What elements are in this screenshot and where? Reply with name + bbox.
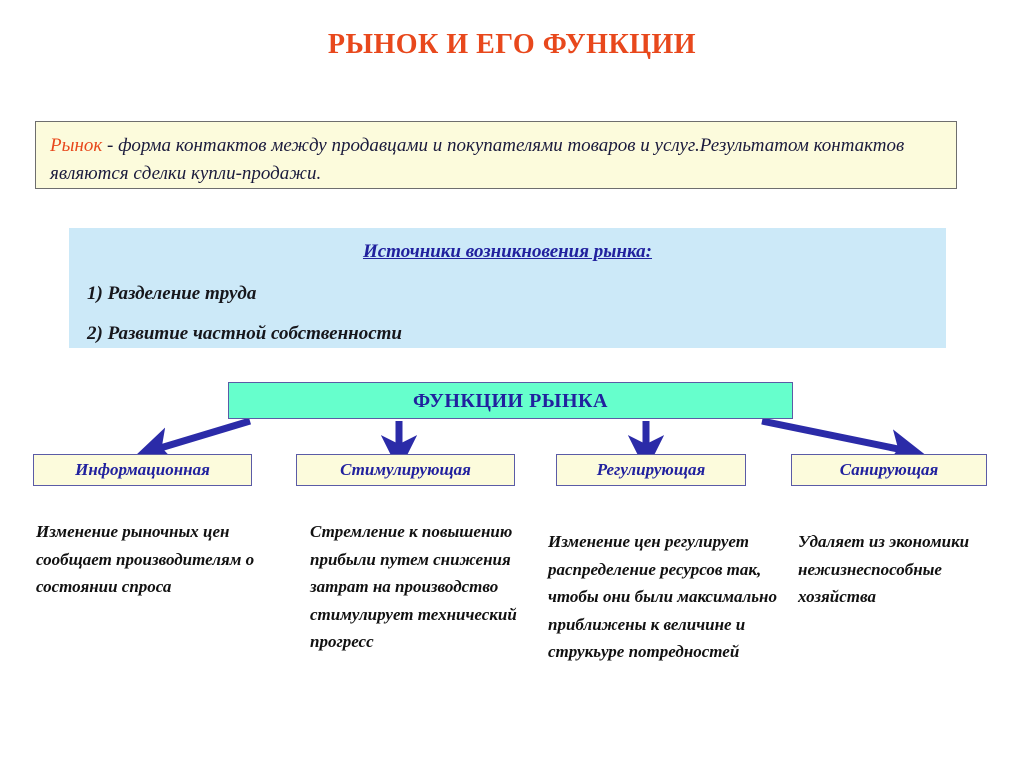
- arrow-to-informacionnaya: [157, 421, 250, 449]
- function-description-reguliruyushchaya: Изменение цен регулирует распределение ресурсов так, чтобы они были максимально приближены к величине и струкьуре потредностей: [548, 532, 777, 662]
- function-box-saniruyushchaya[interactable]: [791, 454, 987, 486]
- definition-term: Рынок: [50, 135, 103, 156]
- definition-text: [50, 132, 950, 187]
- sources-list-item-2: 2) Развитие частной собственности: [87, 323, 402, 344]
- sources-box: [69, 228, 946, 348]
- functions-header-box: [228, 382, 793, 419]
- function-description-informacionnaya: Изменение рыночных цен сообщает производителям о состоянии спроса: [36, 522, 255, 597]
- arrow-to-saniruyushchaya: [762, 421, 903, 450]
- function-box-informacionnaya[interactable]: [33, 454, 252, 486]
- function-label: Стимулирующая: [340, 460, 471, 479]
- page-title: РЫНОК И ЕГО ФУНКЦИИ: [327, 29, 697, 60]
- sources-list-item-1: 1) Разделение труда: [87, 283, 257, 304]
- functions-header-label: ФУНКЦИИ РЫНКА: [413, 390, 608, 412]
- definition-body: - форма контактов между продавцами и покупателями товаров и услуг.Результатом контактов являются сделки купли-продажи.: [50, 135, 905, 184]
- function-label: Санирующая: [839, 460, 939, 479]
- function-description-saniruyushchaya: Удаляет из экономики нежизнеспособные хозяйства: [798, 532, 970, 607]
- function-box-stimuliruyushchaya[interactable]: [296, 454, 515, 486]
- function-box-reguliruyushchaya[interactable]: [556, 454, 746, 486]
- function-label: Регулирующая: [596, 460, 706, 479]
- function-label: Информационная: [75, 460, 210, 479]
- definition-box: [35, 121, 957, 189]
- sources-heading: Источники возникновения рынка:: [362, 241, 653, 262]
- function-description-stimuliruyushchaya: Стремление к повышению прибыли путем снижения затрат на производство стимулирует технический прогресс: [310, 522, 517, 652]
